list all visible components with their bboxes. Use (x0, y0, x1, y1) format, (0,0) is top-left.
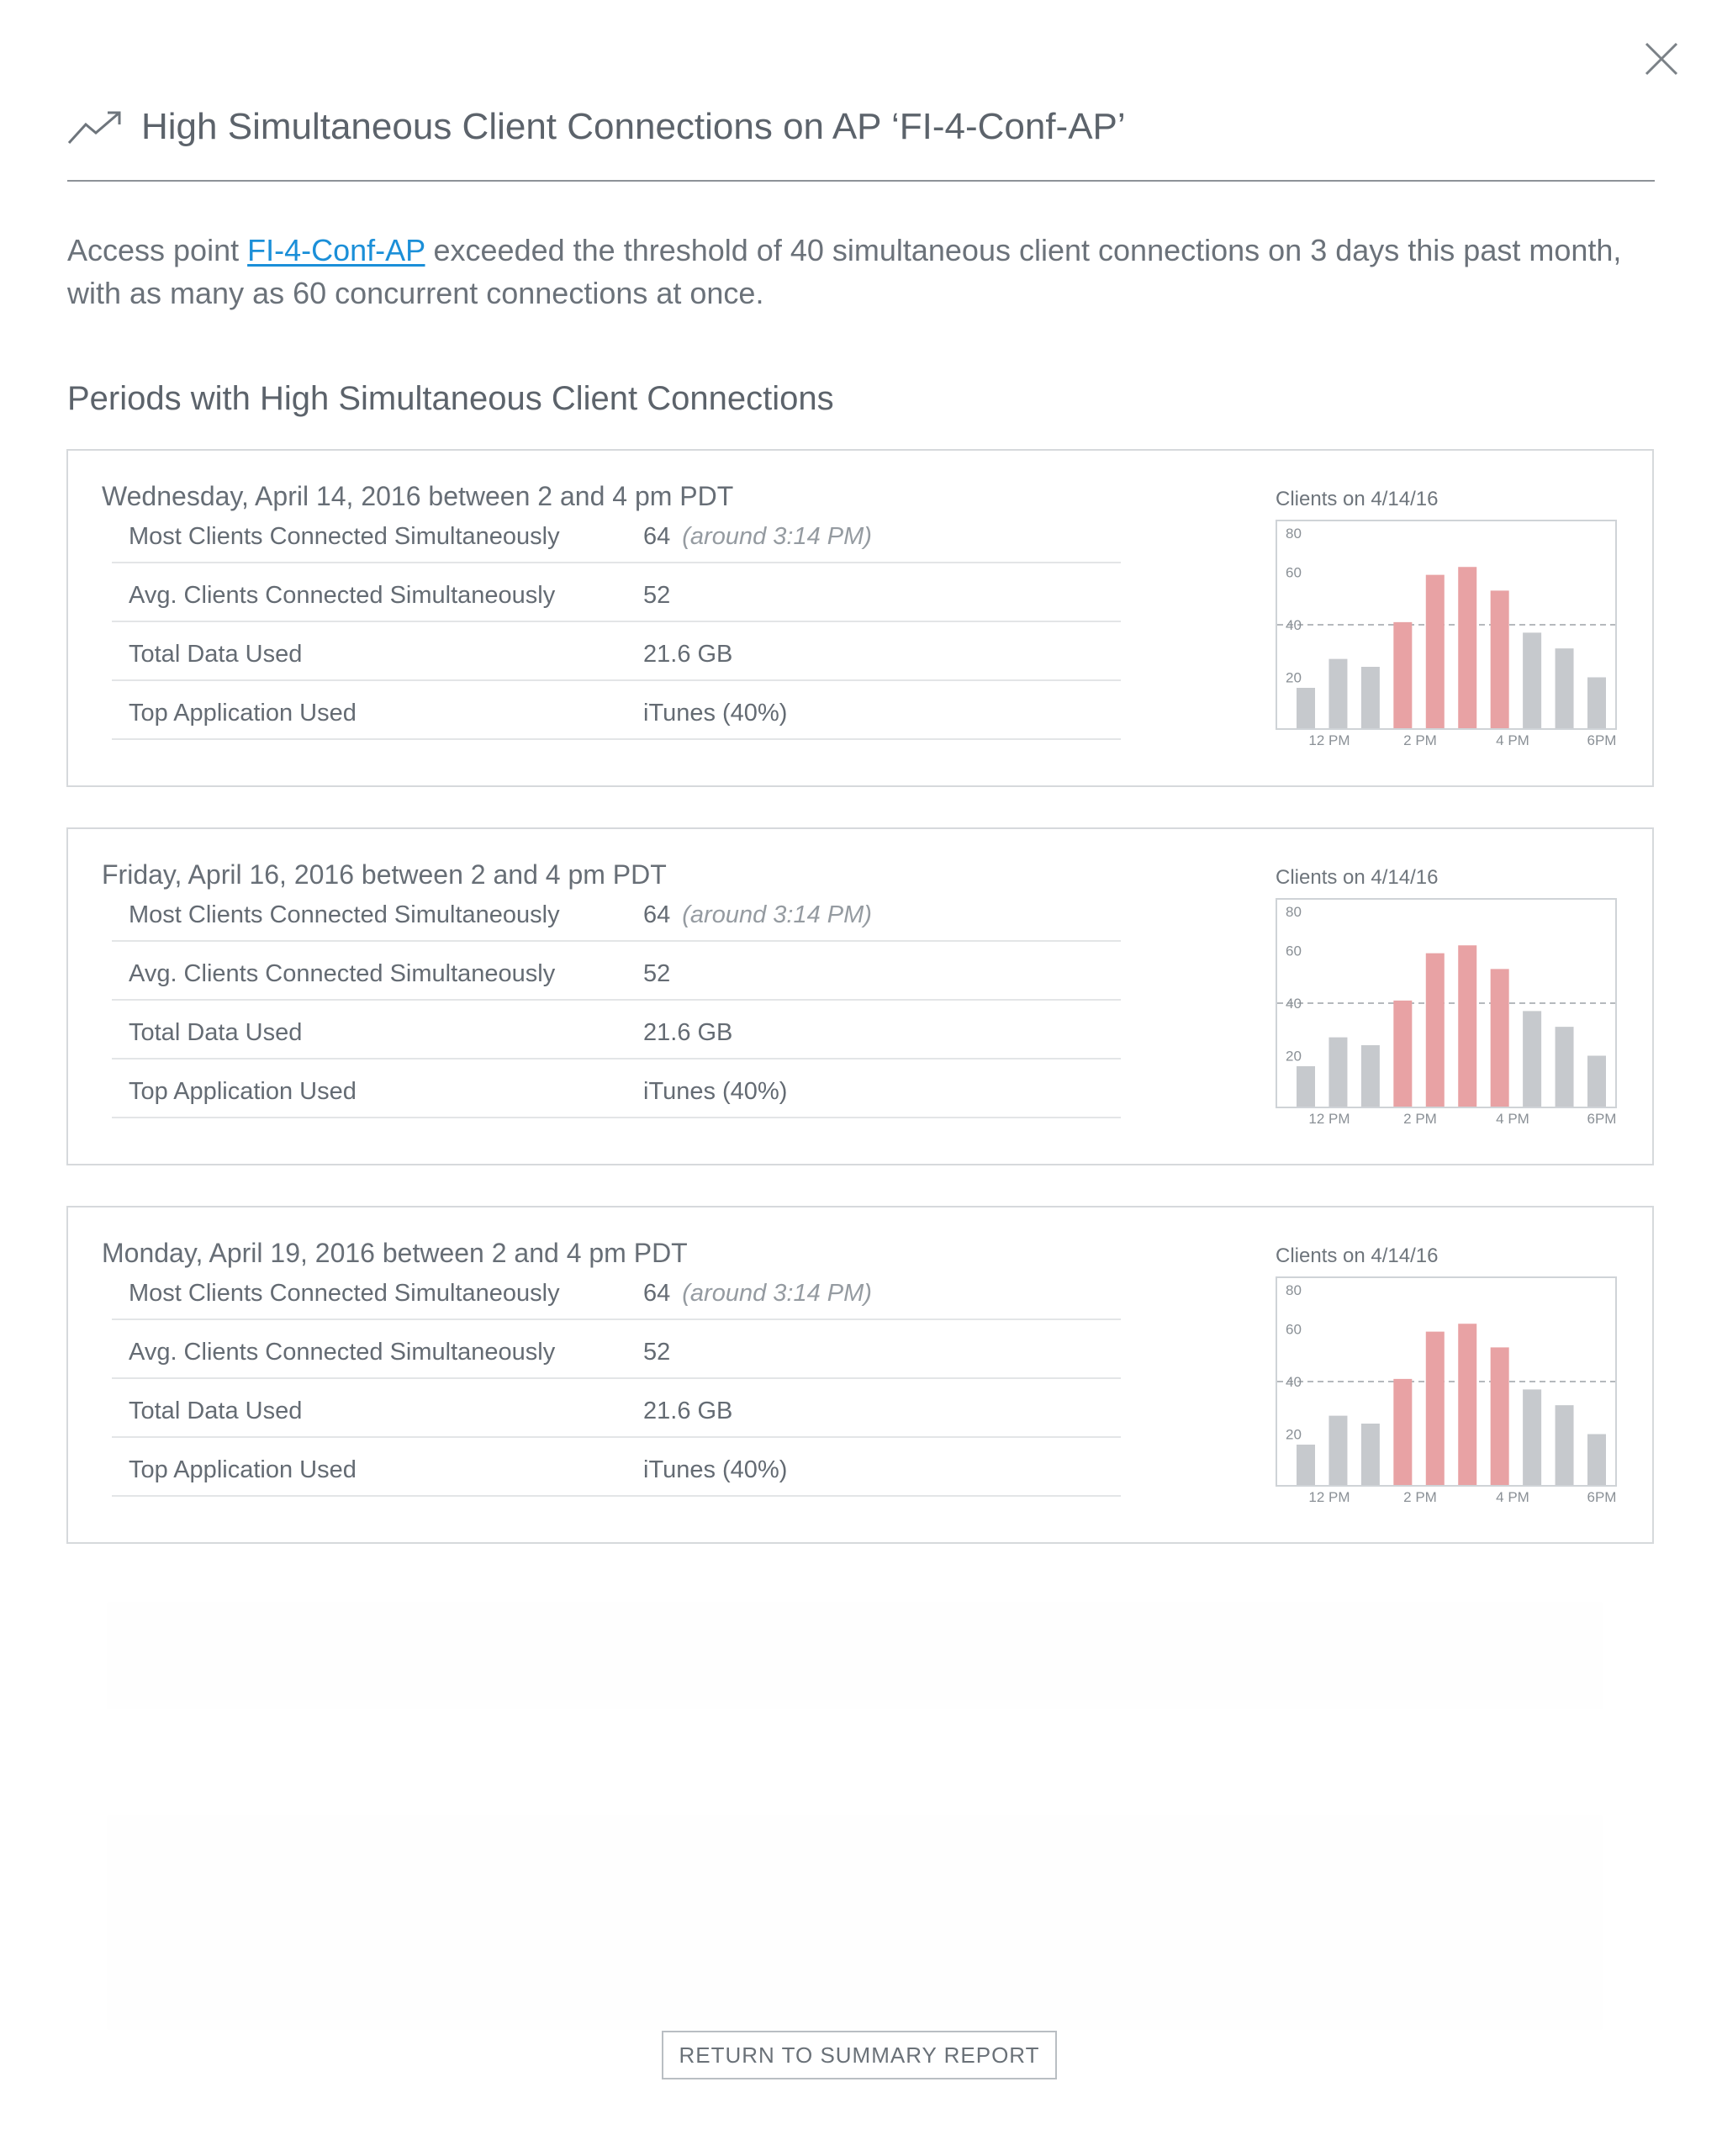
stat-label: Top Application Used (129, 700, 357, 727)
stat-row (112, 681, 1121, 740)
stat-note: (around 3:14 PM) (682, 901, 872, 928)
chart-bar (1491, 969, 1509, 1107)
ap-link[interactable]: FI-4-Conf-AP (247, 233, 425, 267)
stat-label: Avg. Clients Connected Simultaneously (129, 1339, 556, 1366)
stat-value (643, 901, 872, 929)
y-tick-label: 40 (1286, 617, 1302, 633)
chart-bar (1426, 575, 1445, 728)
stat-number: 64 (643, 901, 671, 928)
chart-bar (1491, 1347, 1509, 1485)
x-tick-label: 12 PM (1308, 1489, 1350, 1503)
chart-title: Clients on 4/14/16 (1276, 866, 1439, 889)
chart-bar (1393, 622, 1412, 728)
x-tick-label: 2 PM (1403, 732, 1437, 747)
stat-row (112, 1320, 1121, 1379)
intro-text (67, 229, 1631, 314)
stat-label: Total Data Used (129, 1398, 303, 1424)
chart-bar (1361, 1424, 1380, 1485)
period-card (66, 827, 1654, 1165)
stat-row (112, 505, 1121, 563)
chart-bar (1297, 688, 1315, 728)
y-tick-label: 40 (1286, 1374, 1302, 1390)
chart-bar (1328, 1416, 1347, 1485)
stat-value: iTunes (40%) (643, 1078, 788, 1105)
chart-bar (1361, 1045, 1380, 1107)
chart-bar (1297, 1066, 1315, 1107)
stat-row (112, 1438, 1121, 1497)
x-tick-label: 4 PM (1496, 1489, 1529, 1503)
clients-bar-chart (1276, 898, 1637, 1125)
stat-value: iTunes (40%) (643, 700, 788, 727)
stat-row (112, 563, 1121, 622)
stat-label: Top Application Used (129, 1078, 357, 1105)
y-tick-label: 80 (1286, 526, 1302, 542)
x-tick-label: 12 PM (1308, 732, 1350, 747)
stat-value: 52 (643, 582, 671, 609)
chart-bar (1361, 667, 1380, 728)
y-tick-label: 80 (1286, 1282, 1302, 1298)
chart-bar (1587, 678, 1606, 729)
chart-bar (1393, 1001, 1412, 1107)
chart-bar (1491, 590, 1509, 728)
period-stats (112, 1261, 1121, 1497)
stat-row (112, 942, 1121, 1001)
chart-bar (1556, 648, 1574, 728)
return-to-summary-button[interactable]: RETURN TO SUMMARY REPORT (662, 2031, 1057, 2079)
x-tick-label: 2 PM (1403, 1111, 1437, 1125)
stat-number: 64 (643, 1280, 671, 1307)
modal-header (67, 99, 1655, 182)
stat-value (643, 523, 872, 551)
chart-bar (1556, 1405, 1574, 1485)
stat-value: 52 (643, 960, 671, 987)
y-tick-label: 20 (1286, 1426, 1302, 1443)
stat-label: Total Data Used (129, 1019, 303, 1046)
stat-row (112, 1379, 1121, 1438)
stat-row (112, 1060, 1121, 1118)
trend-up-icon (67, 108, 124, 146)
chart-bar (1458, 945, 1476, 1107)
x-tick-label: 12 PM (1308, 1111, 1350, 1125)
period-stats (112, 505, 1121, 740)
modal-title: High Simultaneous Client Connections on AP ‘FI-4-Conf-AP’ (141, 106, 1126, 147)
stat-row (112, 622, 1121, 681)
chart-bar (1393, 1379, 1412, 1485)
stat-value: 52 (643, 1339, 671, 1366)
chart-bar (1523, 1011, 1541, 1107)
period-date: Monday, April 19, 2016 between 2 and 4 pm PDT (102, 1238, 688, 1268)
stat-row (112, 1001, 1121, 1060)
y-tick-label: 60 (1286, 1321, 1302, 1338)
y-tick-label: 20 (1286, 669, 1302, 686)
clients-bar-chart (1276, 1276, 1637, 1503)
stat-value: 21.6 GB (643, 641, 733, 668)
chart-bar (1328, 1038, 1347, 1107)
stat-row (112, 883, 1121, 942)
stat-label: Most Clients Connected Simultaneously (129, 1280, 560, 1307)
stat-row (112, 1261, 1121, 1320)
stat-label: Most Clients Connected Simultaneously (129, 901, 560, 928)
stat-label: Top Application Used (129, 1456, 357, 1483)
chart-bar (1587, 1056, 1606, 1107)
chart-bar (1458, 567, 1476, 728)
stat-value: 21.6 GB (643, 1398, 733, 1424)
x-tick-label: 4 PM (1496, 732, 1529, 747)
stat-value: iTunes (40%) (643, 1456, 788, 1483)
chart-bar (1426, 954, 1445, 1107)
chart-bar (1556, 1027, 1574, 1107)
x-tick-label: 4 PM (1496, 1111, 1529, 1125)
stat-value (643, 1280, 872, 1308)
chart-bar (1458, 1324, 1476, 1485)
chart-bar (1587, 1435, 1606, 1486)
chart-bar (1297, 1445, 1315, 1485)
stat-note: (around 3:14 PM) (682, 523, 872, 550)
chart-bar (1523, 632, 1541, 728)
period-card (66, 1206, 1654, 1544)
x-tick-label: 6PM (1587, 1111, 1617, 1125)
stat-note: (around 3:14 PM) (682, 1280, 872, 1307)
period-stats (112, 883, 1121, 1118)
stat-label: Avg. Clients Connected Simultaneously (129, 960, 556, 987)
y-tick-label: 20 (1286, 1048, 1302, 1065)
intro-after: exceeded the threshold of 40 simultaneous client connections on 3 days this past month, with as many as 60 concurrent connections at once. (67, 233, 1622, 310)
chart-title: Clients on 4/14/16 (1276, 1244, 1439, 1267)
y-tick-label: 40 (1286, 996, 1302, 1012)
period-card (66, 449, 1654, 787)
chart-bar (1328, 659, 1347, 728)
x-tick-label: 6PM (1587, 1489, 1617, 1503)
stat-value: 21.6 GB (643, 1019, 733, 1046)
chart-title: Clients on 4/14/16 (1276, 488, 1439, 510)
y-tick-label: 60 (1286, 564, 1302, 581)
x-tick-label: 2 PM (1403, 1489, 1437, 1503)
chart-bar (1523, 1389, 1541, 1485)
period-date: Friday, April 16, 2016 between 2 and 4 pm PDT (102, 859, 667, 890)
y-tick-label: 60 (1286, 943, 1302, 959)
stat-label: Total Data Used (129, 641, 303, 668)
stat-label: Avg. Clients Connected Simultaneously (129, 582, 556, 609)
chart-bar (1426, 1332, 1445, 1485)
clients-bar-chart (1276, 520, 1637, 747)
close-icon[interactable] (1641, 39, 1682, 79)
y-tick-label: 80 (1286, 904, 1302, 920)
stat-number: 64 (643, 523, 671, 550)
stat-label: Most Clients Connected Simultaneously (129, 523, 560, 550)
section-title: Periods with High Simultaneous Client Connections (67, 380, 834, 417)
x-tick-label: 6PM (1587, 732, 1617, 747)
intro-before: Access point (67, 233, 248, 267)
period-date: Wednesday, April 14, 2016 between 2 and 4 pm PDT (102, 481, 734, 511)
